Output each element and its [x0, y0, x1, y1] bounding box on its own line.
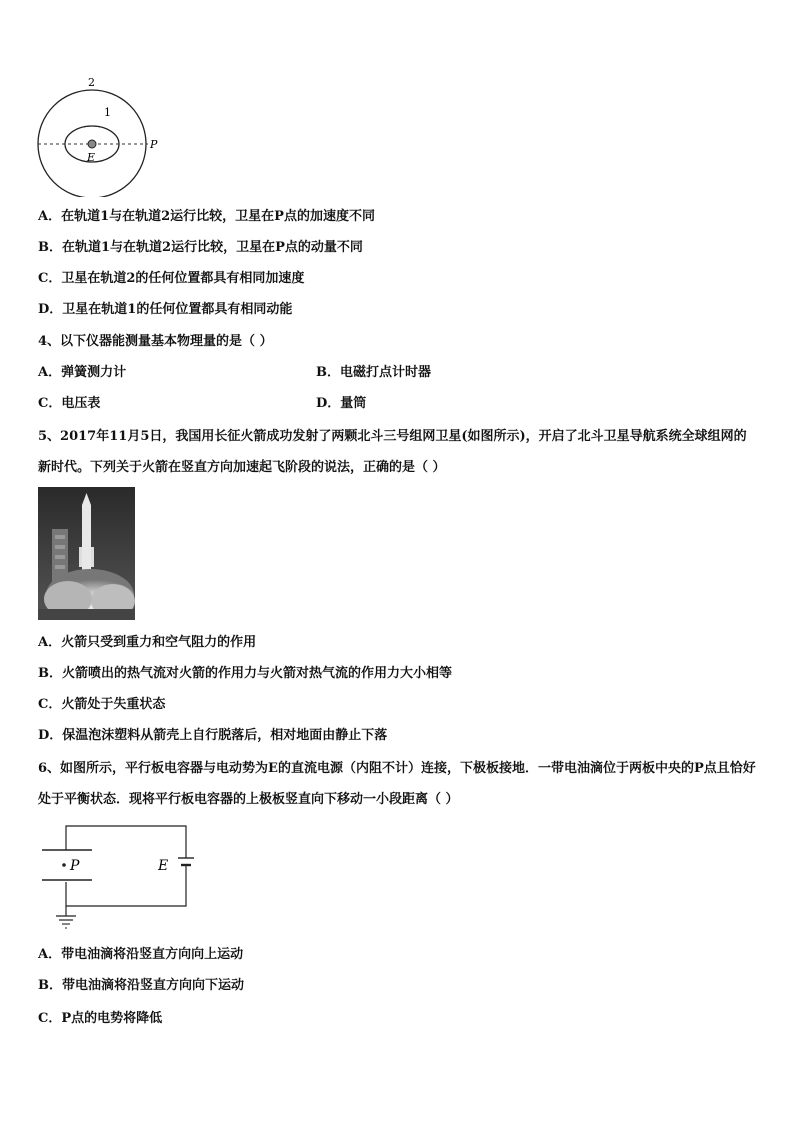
q6-option-a: A．带电油滴将沿竖直方向向上运动	[38, 947, 244, 962]
earth-dot	[88, 140, 96, 148]
emf-label: E	[158, 858, 169, 874]
q3-option-a: A．在轨道1与在轨道2运行比较，卫星在P点的加速度不同	[38, 209, 375, 224]
q5-option-d: D．保温泡沫塑料从箭壳上自行脱落后，相对地面由静止下落	[38, 728, 388, 743]
q4-option-d: D．量筒	[316, 396, 367, 411]
q4-stem: 4、以下仪器能测量基本物理量的是（ ）	[38, 334, 273, 349]
q3-option-c: C．卫星在轨道2的任何位置都具有相同加速度	[38, 271, 305, 286]
q6-stem: 6、如图所示，平行板电容器与电动势为E的直流电源（内阻不计）连接，下极板接地．一带电油滴位于两板中央的P点且恰好处于平衡状态．现将平行板电容器的上极板竖直向下移动一小段距离（ ）	[38, 761, 756, 807]
q3-option-b: B．在轨道1与在轨道2运行比较，卫星在P点的动量不同	[38, 240, 363, 255]
q6-option-b: B．带电油滴将沿竖直方向向下运动	[38, 978, 244, 993]
q5-option-c: C．火箭处于失重状态	[38, 697, 166, 712]
orbit-2-label: 2	[88, 76, 95, 89]
q6-option-c: C．P点的电势将降低	[38, 1011, 163, 1026]
circuit-wire-bottom	[66, 872, 186, 906]
earth-label: E	[87, 151, 96, 164]
q4-option-c: C．电压表	[38, 396, 101, 411]
orbit-1-label: 1	[104, 106, 111, 119]
q5-option-b: B．火箭喷出的热气流对火箭的作用力与火箭对热气流的作用力大小相等	[38, 666, 452, 681]
point-p-label: P	[150, 138, 158, 151]
q3-option-d: D．卫星在轨道1的任何位置都具有相同动能	[38, 302, 293, 317]
point-p-label: P	[70, 858, 80, 874]
q5-option-a: A．火箭只受到重力和空气阻力的作用	[38, 635, 257, 650]
capacitor-circuit-figure	[38, 820, 208, 935]
q4-option-b: B．电磁打点计时器	[316, 365, 431, 380]
q5-stem: 5、2017年11月5日，我国用长征火箭成功发射了两颗北斗三号组网卫星(如图所示)，开启了北斗卫星导航系统全球组网的新时代。下列关于火箭在竖直方向加速起飞阶段的说法，正确的是（ ）	[38, 429, 747, 475]
circuit-wire-top	[66, 826, 186, 858]
orbit-figure	[30, 72, 170, 197]
q4-option-a: A．弹簧测力计	[38, 365, 127, 380]
oil-droplet	[62, 863, 66, 867]
rocket-launch-photo	[38, 487, 135, 620]
